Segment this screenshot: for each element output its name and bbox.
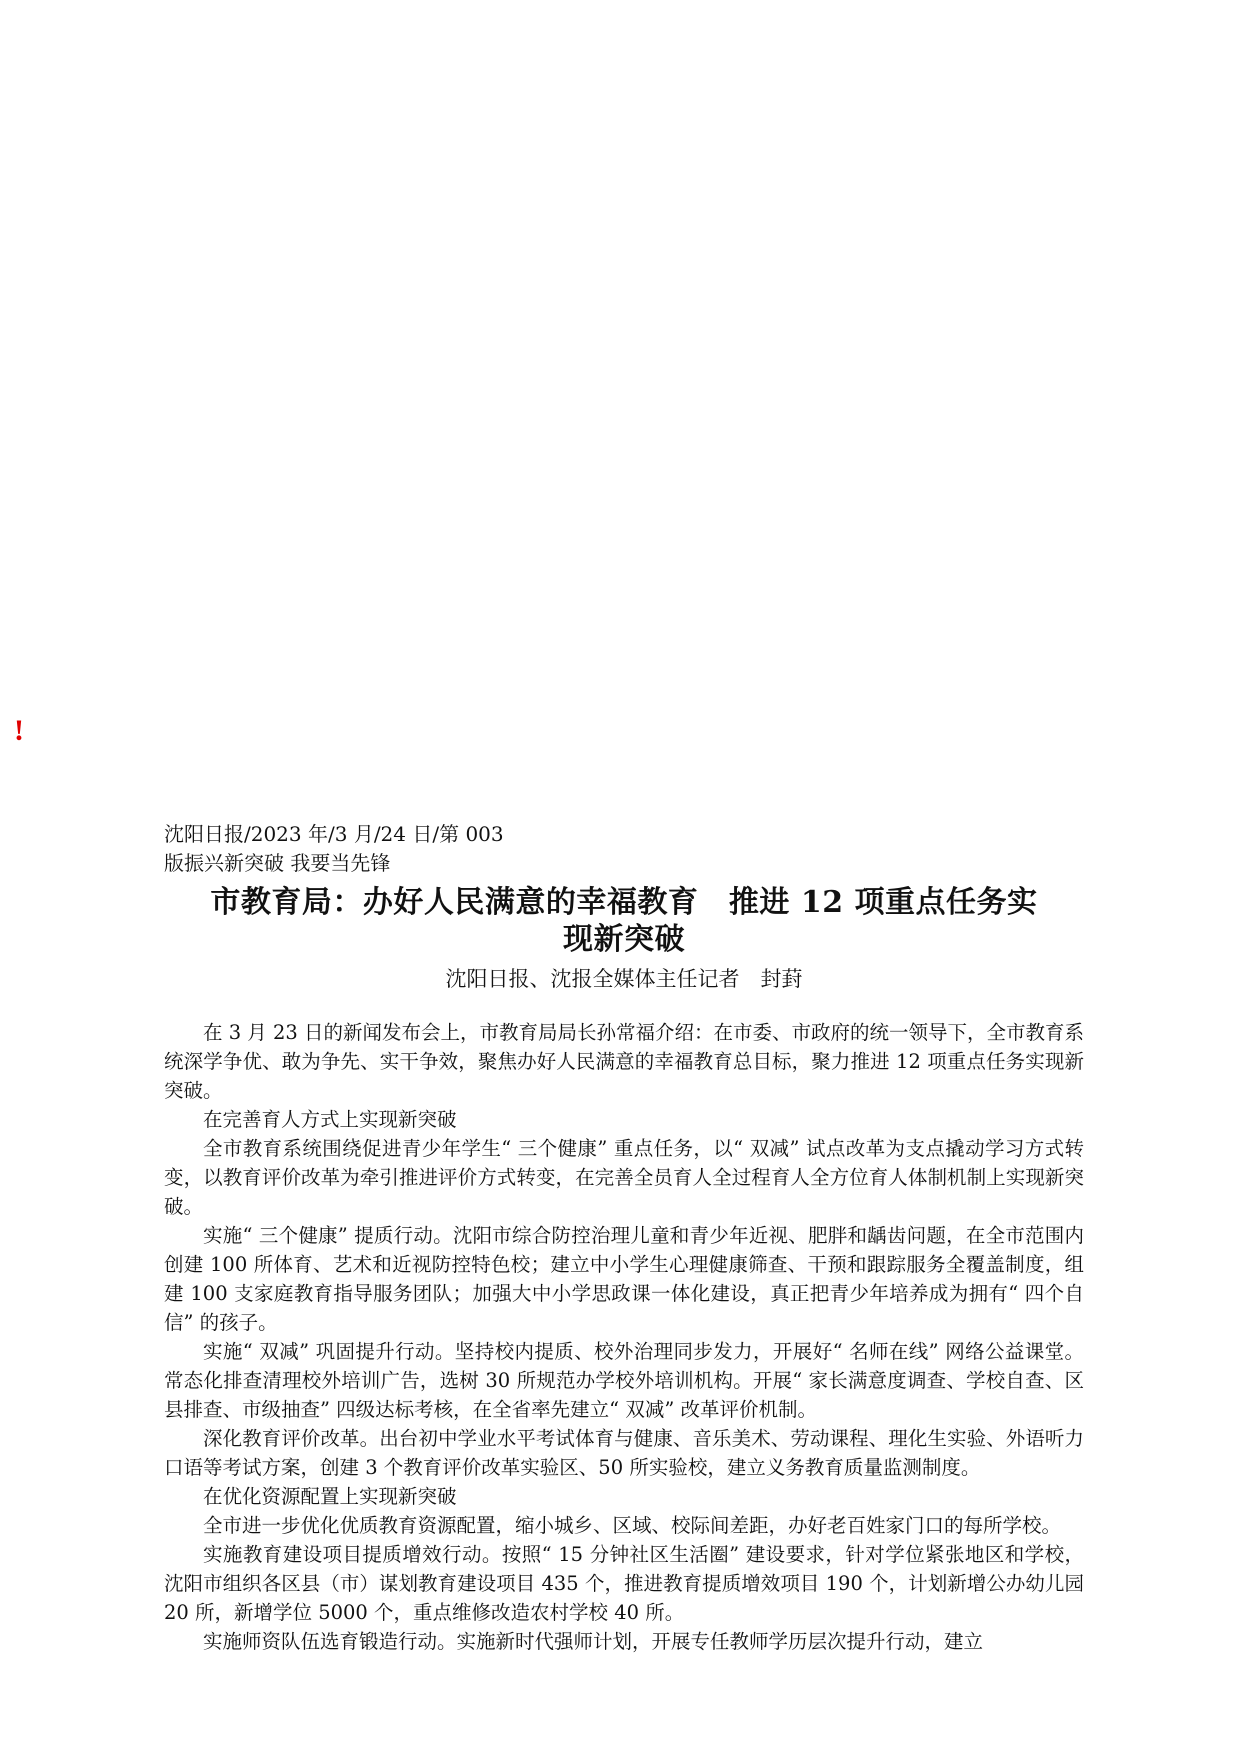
paragraph: 全市教育系统围绕促进青少年学生“ 三个健康” 重点任务，以“ 双减” 试点改革为支点撬动学习方式转变，以教育评价改革为牵引推进评价方式转变，在完善全员育人全过程育人全方位育人体制机制上实现新突破。 [164, 1137, 1084, 1218]
paragraph-intro: 在 3 月 23 日的新闻发布会上，市教育局局长孙常福介绍：在市委、市政府的统一领导下，全市教育系统深学争优、敢为争先、实干争效，聚焦办好人民满意的幸福教育总目标，聚力推进 12 项重点任务实现新突破。 [164, 1021, 1085, 1102]
paragraph: 实施师资队伍选育锻造行动。实施新时代强师计划，开展专任教师学历层次提升行动，建立 [203, 1630, 984, 1653]
section-heading-education-methods: 在完善育人方式上实现新突破 [203, 1108, 457, 1131]
red-exclamation-mark: ! [14, 714, 24, 747]
section-heading-resource-allocation: 在优化资源配置上实现新突破 [203, 1485, 457, 1508]
paragraph: 深化教育评价改革。出台初中学业水平考试体育与健康、音乐美术、劳动课程、理化生实验、外语听力口语等考试方案，创建 3 个教育评价改革实验区、50 所实验校，建立义务教育质量监测制度。 [164, 1427, 1084, 1479]
byline: 沈阳日报、沈报全媒体主任记者 封葑 [445, 967, 803, 991]
document-page [164, 820, 1084, 1656]
paragraph: 实施“ 三个健康” 提质行动。沈阳市综合防控治理儿童和青少年近视、肥胖和龋齿问题，在全市范围内创建 100 所体育、艺术和近视防控特色校；建立中小学生心理健康筛查、干预和跟踪服务全覆盖制度，组建 100 支家庭教育指导服务团队；加强大中小学思政课一体化建设，真正把青少年培养成为拥有“ 四个自信” 的孩子。 [164, 1224, 1084, 1334]
paragraph: 实施教育建设项目提质增效行动。按照“ 15 分钟社区生活圈” 建设要求，针对学位紧张地区和学校，沈阳市组织各区县（市）谋划教育建设项目 435 个，推进教育提质增效项目 190 个，计划新增公办幼儿园 20 所，新增学位 5000 个，重点维修改造农村学校 40 所。 [164, 1543, 1084, 1624]
source-line: 沈阳日报/2023 年/3 月/24 日/第 003 [164, 822, 504, 846]
column-line: 版振兴新突破 我要当先锋 [164, 851, 391, 875]
article-title-line-1: 市教育局：办好人民满意的幸福教育 推进 12 项重点任务实 [210, 885, 1038, 920]
article-body [164, 1018, 1084, 1656]
article-title-line-2: 现新突破 [563, 922, 685, 957]
paragraph: 实施“ 双减” 巩固提升行动。坚持校内提质、校外治理同步发力，开展好“ 名师在线” 网络公益课堂。常态化排查清理校外培训广告，选树 30 所规范办学校外培训机构。开展“ 家长满意度调查、学校自查、区县排查、市级抽查” 四级达标考核，在全省率先建立“ 双减” 改革评价机制。 [164, 1340, 1084, 1421]
paragraph: 全市进一步优化优质教育资源配置，缩小城乡、区域、校际间差距，办好老百姓家门口的每所学校。 [203, 1514, 1062, 1537]
article-title [164, 884, 1084, 958]
